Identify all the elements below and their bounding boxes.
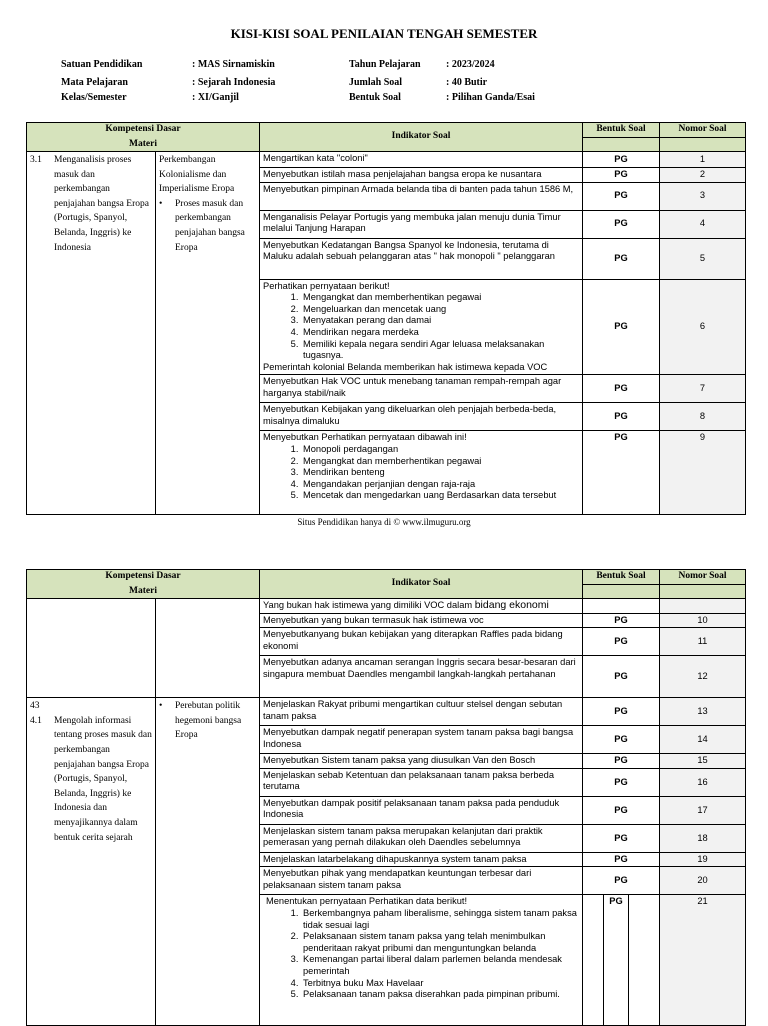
nomor-cell: 2: [660, 168, 746, 183]
indikator-cell: Menjelaskan Rakyat pribumi mengartikan cultuur stelsel dengan sebutan tanam paksa: [260, 698, 583, 726]
indikator-cell-q6: [260, 279, 583, 375]
bentuk-cell: PG: [583, 754, 660, 769]
header-indikator: Indikator Soal: [260, 123, 583, 152]
indikator-cell: Menganalisis Pelayar Portugis yang membuka jalan menuju dunia Timur melalui Tanjung Harapan: [260, 210, 583, 238]
kisi-kisi-table-1: [26, 122, 746, 515]
nomor-cell: 5: [660, 238, 746, 279]
header-bentuk: Bentuk Soal: [583, 123, 660, 138]
bentuk-cell: PG: [583, 431, 660, 515]
kisi-kisi-table-2: [26, 569, 746, 1026]
indikator-cell: Menyebutkan pihak yang mendapatkan keuntungan terbesar dari pelaksanaan sistem tanam paksa: [260, 867, 583, 895]
indikator-cell: Menyebutkan dampak positif pelaksanaan tanam paksa pada penduduk Indonesia: [260, 796, 583, 824]
kd-number: 3.1: [30, 155, 42, 166]
kd-text: Menganalisis proses masuk dan perkembangan penjajahan bangsa Eropa (Portugis, Spanyol, Belanda, Inggris) ke Indonesia: [54, 155, 149, 253]
bentuk-cell: PG: [583, 375, 660, 403]
indikator-cell: Menyebutkan pimpinan Armada belanda tiba di banten pada tahun 1586 M,: [260, 182, 583, 210]
meta-label: Satuan Pendidikan: [61, 59, 143, 70]
nomor-cell: 1: [660, 152, 746, 168]
meta-label: Kelas/Semester: [61, 92, 127, 103]
header-bentuk-blank: [583, 585, 660, 599]
bentuk-cell: PG: [583, 168, 660, 183]
nomor-cell: 21: [660, 895, 746, 1026]
list-item: 2. Mengangkat dan memberhentikan pegawai: [301, 456, 579, 468]
nomor-cell: 4: [660, 210, 746, 238]
list-item: 4. Terbitnya buku Max Havelaar: [301, 978, 579, 990]
meta-label: Mata Pelajaran: [61, 77, 128, 88]
bentuk-cell: PG: [583, 824, 660, 852]
nomor-cell-blank: [660, 599, 746, 614]
materi-cell: [156, 698, 260, 1026]
list-item: 5. Memiliki kepala negara sendiri Agar leluasa melaksanakan tugasnya.: [301, 339, 579, 362]
bentuk-cell: PG: [583, 698, 660, 726]
list-item: 2. Pelaksanaan sistem tanam paksa yang telah menimbulkan penderitaan rakyat pribumi dan menguntungkan belanda: [301, 931, 579, 954]
header-nomor-blank: [660, 585, 746, 599]
bentuk-cell: PG: [583, 238, 660, 279]
meta-label: Bentuk Soal: [349, 92, 401, 103]
bullet-icon: •: [159, 198, 163, 209]
nomor-cell: 3: [660, 182, 746, 210]
indikator-cell: Menyebutkan Kedatangan Bangsa Spanyol ke Indonesia, terutama di Maluku adalah sebuah pelanggaran atas " hak monopoli " pelanggaran: [260, 238, 583, 279]
kd-number: 43: [30, 701, 40, 712]
bentuk-cell-q21: [583, 895, 660, 1026]
header-nomor: Nomor Soal: [660, 570, 746, 585]
header-nomor: Nomor Soal: [660, 123, 746, 138]
q6-intro: Perhatikan pernyataan berikut!: [263, 280, 390, 291]
indikator-cell: Menyebutkan Hak VOC untuk menebang tanaman rempah-rempah agar harganya stabil/naik: [260, 375, 583, 403]
header-kd: Kompetensi Dasar: [27, 123, 260, 138]
nomor-cell: 6: [660, 279, 746, 375]
nomor-cell: 16: [660, 768, 746, 796]
materi-bullet-text: Proses masuk dan perkembangan penjajahan bangsa Eropa: [175, 198, 245, 253]
page-title: KISI-KISI SOAL PENILAIAN TENGAH SEMESTER: [230, 26, 538, 41]
bentuk-cell: PG: [583, 852, 660, 867]
nomor-cell: 13: [660, 698, 746, 726]
indikator-cell: Menyebutkan istilah masa penjelajahan bangsa eropa ke nusantara: [260, 168, 583, 183]
indikator-cell-q21: [260, 895, 583, 1026]
nomor-cell: 18: [660, 824, 746, 852]
footer-note: Situs Pendidikan hanya di © www.ilmuguru.org: [297, 517, 471, 527]
header-materi: Materi: [27, 138, 260, 152]
carry-text-b: bidang ekonomi: [474, 599, 549, 612]
indikator-cell: Menyebutkan Sistem tanam paksa yang diusulkan Van den Bosch: [260, 754, 583, 769]
meta-value: : Sejarah Indonesia: [192, 77, 276, 88]
list-item: 3. Menyatakan perang dan damai: [301, 315, 579, 327]
header-nomor-blank: [660, 138, 746, 152]
indikator-cell: Menyebutkan yang bukan termasuk hak istimewa voc: [260, 613, 583, 628]
meta-label: Tahun Pelajaran: [349, 59, 421, 70]
nomor-cell: 15: [660, 754, 746, 769]
list-item: 1. Mengangkat dan memberhentikan pegawai: [301, 292, 579, 304]
list-item: 1. Berkembangnya paham liberalisme, sehingga sistem tanam paksa tidak sesuai lagi: [301, 908, 579, 931]
header-bentuk: Bentuk Soal: [583, 570, 660, 585]
kd-cell: [27, 698, 156, 1026]
nomor-cell: 19: [660, 852, 746, 867]
header-bentuk-blank: [583, 138, 660, 152]
carry-text-a: Yang bukan hak istimewa yang dimiliki VOC dalam: [263, 600, 473, 611]
meta-value: : Pilihan Ganda/Esai: [446, 92, 535, 103]
bentuk-cell: PG: [583, 152, 660, 168]
materi-title: Perkembangan Kolonialisme dan Imperialisme Eropa: [159, 155, 235, 195]
indikator-cell-carry: [260, 599, 583, 614]
bentuk-cell: PG: [583, 182, 660, 210]
q6-outro: Pemerintah kolonial Belanda memberikan hak istimewa kepada VOC: [263, 361, 548, 372]
meta-value: : MAS Sirnamiskin: [192, 59, 275, 70]
nomor-cell: 9: [660, 431, 746, 515]
indikator-cell: Menjelaskan sistem tanam paksa merupakan kelanjutan dari praktik pemerasan yang pernah dilakukan oleh Daendles sebelumnya: [260, 824, 583, 852]
bentuk-cell: PG: [583, 210, 660, 238]
bentuk-cell: PG: [583, 613, 660, 628]
header-indikator: Indikator Soal: [260, 570, 583, 599]
bentuk-cell: PG: [583, 726, 660, 754]
nomor-cell: 10: [660, 613, 746, 628]
indikator-cell: Menyebutkanyang bukan kebijakan yang diterapkan Raffles pada bidang ekonomi: [260, 628, 583, 656]
bentuk-cell: PG: [583, 656, 660, 698]
bentuk-cell-blank: [583, 599, 660, 614]
meta-value: : 2023/2024: [446, 59, 495, 70]
nomor-cell: 7: [660, 375, 746, 403]
nomor-cell: 11: [660, 628, 746, 656]
kd-cell: [27, 152, 156, 515]
nomor-cell: 12: [660, 656, 746, 698]
meta-value: : 40 Butir: [446, 77, 488, 88]
list-item: 3. Kemenangan partai liberal dalam parlemen belanda mendesak pemerintah: [301, 954, 579, 977]
materi-cell: [156, 152, 260, 515]
bentuk-cell: PG: [583, 403, 660, 431]
list-item: 2. Mengeluarkan dan mencetak uang: [301, 304, 579, 316]
bentuk-cell: PG: [583, 768, 660, 796]
indikator-cell: Menyebutkan adanya ancaman serangan Inggris secara besar-besaran dari singapura membuat Daendles mengambil langkah-langkah pertahanan: [260, 656, 583, 698]
nomor-cell: 20: [660, 867, 746, 895]
kd-number: 4.1: [30, 715, 42, 726]
indikator-cell: Menyebutkan Kebijakan yang dikeluarkan oleh penjajah berbeda-beda, misalnya dimaluku: [260, 403, 583, 431]
indikator-cell: Menjelaskan sebab Ketentuan dan pelaksanaan tanam paksa berbeda terutama: [260, 768, 583, 796]
q21-list: [263, 908, 579, 1001]
list-item: 5. Pelaksanaan tanam paksa diserahkan pada pimpinan pribumi.: [301, 989, 579, 1001]
q21-intro: Menentukan pernyataan Perhatikan data berikut!: [266, 896, 468, 907]
list-item: 4. Mengandakan perjanjian dengan raja-raja: [301, 479, 579, 491]
indikator-cell: Mengartikan kata "coloni": [260, 152, 583, 168]
bentuk-cell: PG: [583, 279, 660, 375]
bentuk-cell: PG: [583, 796, 660, 824]
indikator-cell: Menyebutkan dampak negatif penerapan system tanam paksa bagi bangsa Indonesa: [260, 726, 583, 754]
kd-text: Mengolah informasi tentang proses masuk dan perkembangan penjajahan bangsa Eropa (Portugis, Spanyol, Belanda, Inggris) ke Indonesia dan menyajikannya dalam bentuk cerita sejarah: [54, 715, 152, 843]
materi-bullet-text: Perebutan politik hegemoni bangsa Eropa: [175, 701, 242, 741]
list-item: 4. Mendirikan negara merdeka: [301, 327, 579, 339]
q9-intro: Menyebutkan Perhatikan pernyataan dibawah ini!: [263, 432, 467, 443]
bentuk-value: PG: [604, 895, 629, 1025]
list-item: 5. Mencetak dan mengedarkan uang Berdasarkan data tersebut: [301, 490, 579, 502]
q6-list: [263, 292, 579, 362]
nomor-cell: 14: [660, 726, 746, 754]
q9-list: [263, 444, 579, 502]
meta-value: : XI/Ganjil: [192, 92, 239, 103]
materi-cell-blank: [156, 599, 260, 698]
nomor-cell: 17: [660, 796, 746, 824]
indikator-cell-q9: [260, 431, 583, 515]
list-item: 3. Mendirikan benteng: [301, 467, 579, 479]
kd-cell-blank: [27, 599, 156, 698]
bentuk-cell: PG: [583, 628, 660, 656]
header-materi: Materi: [27, 585, 260, 599]
nomor-cell: 8: [660, 403, 746, 431]
header-kd: Kompetensi Dasar: [27, 570, 260, 585]
bullet-icon: •: [159, 701, 163, 712]
bentuk-cell: PG: [583, 867, 660, 895]
list-item: 1. Monopoli perdagangan: [301, 444, 579, 456]
indikator-cell: Menjelaskan latarbelakang dihapuskannya system tanam paksa: [260, 852, 583, 867]
meta-label: Jumlah Soal: [349, 77, 403, 88]
